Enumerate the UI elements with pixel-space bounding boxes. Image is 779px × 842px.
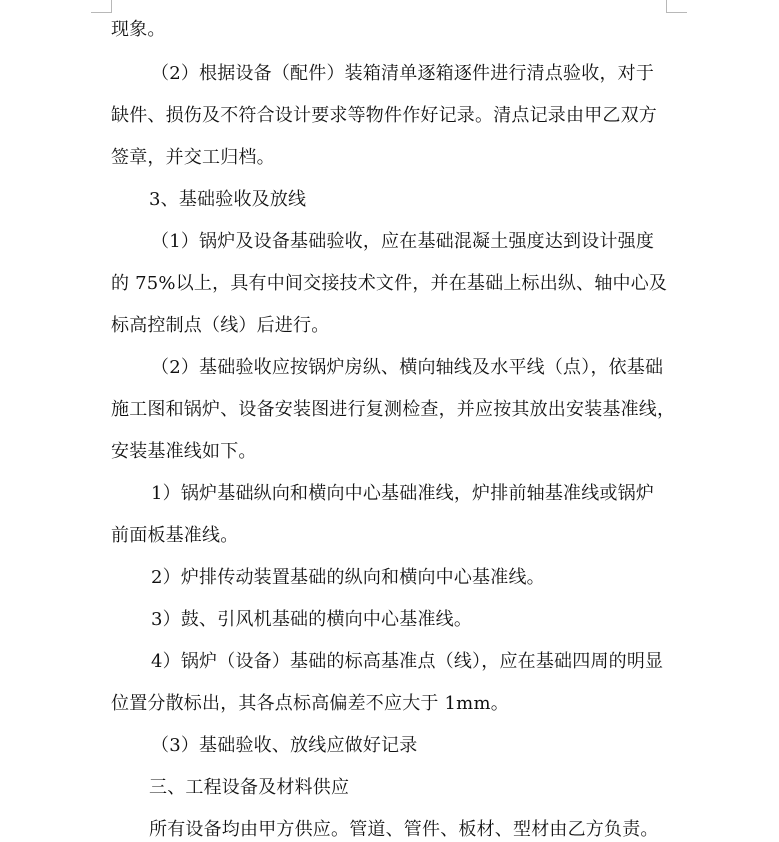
text-line: 位置分散标出，其各点标高偏差不应大于 1mm。 (111, 693, 509, 714)
text-line: 前面板基准线。 (111, 525, 239, 546)
text-line: 现象。 (111, 19, 166, 40)
text-line: 2）炉排传动装置基础的纵向和横向中心基准线。 (151, 567, 545, 588)
text-line: 施工图和锅炉、设备安装图进行复测检查，并应按其放出安装基准线， (111, 399, 676, 420)
text-line: 1）锅炉基础纵向和横向中心基础准线，炉排前轴基准线或锅炉 (151, 483, 655, 504)
text-line: 4）锅炉（设备）基础的标高基准点（线），应在基础四周的明显 (151, 651, 664, 672)
text-line: 标高控制点（线）后进行。 (111, 315, 330, 336)
text-line: 安装基准线如下。 (111, 441, 257, 462)
page-corner-mark-top-right (666, 0, 687, 13)
text-line: 所有设备均由甲方供应。管道、管件、板材、型材由乙方负责。 (149, 819, 659, 840)
section-heading: 3、基础验收及放线 (149, 189, 307, 210)
text-line: 的 75%以上，具有中间交接技术文件，并在基础上标出纵、轴中心及 (111, 273, 668, 294)
text-line: 3）鼓、引风机基础的横向中心基准线。 (151, 609, 473, 630)
page-corner-mark-top-left (91, 0, 112, 13)
section-heading: 三、工程设备及材料供应 (149, 777, 350, 798)
text-line: （1）锅炉及设备基础验收，应在基础混凝土强度达到设计强度 (151, 231, 655, 252)
text-line: （3）基础验收、放线应做好记录 (151, 735, 418, 756)
text-line: 缺件、损伤及不符合设计要求等物件作好记录。清点记录由甲乙双方 (111, 105, 657, 126)
text-line: （2）基础验收应按锅炉房纵、横向轴线及水平线（点），依基础 (151, 357, 664, 378)
text-line: 签章，并交工归档。 (111, 147, 275, 168)
text-line: （2）根据设备（配件）装箱清单逐箱逐件进行清点验收，对于 (151, 63, 655, 84)
